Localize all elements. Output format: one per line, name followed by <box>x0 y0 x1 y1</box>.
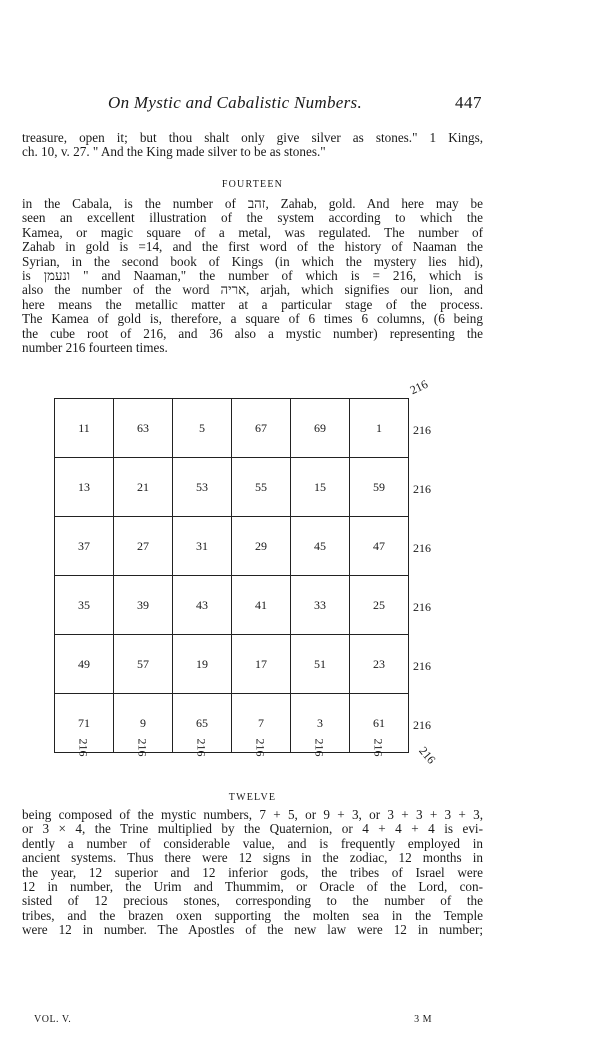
table-cell: 19 <box>173 635 232 694</box>
table-row <box>55 635 409 694</box>
table-cell: 41 <box>232 576 291 635</box>
table-cell: 49 <box>55 635 114 694</box>
text-line: the year, 12 superior and 12 inferior gods, the tribes of Israel were <box>22 864 483 880</box>
text-line: being composed of the mystic numbers, 7 + 5, or 9 + 3, or 3 + 3 + 3 + 3, <box>22 807 483 822</box>
text-line: ancient systems. Thus there were 12 signs in the zodiac, 12 months in <box>22 850 483 866</box>
text-line: number 216 fourteen times. <box>22 340 168 356</box>
text-line: in the Cabala, is the number of זהב, Zahab, gold. And here may be <box>22 196 483 211</box>
intro-paragraph <box>22 131 483 160</box>
text-line: treasure, open it; but thou shalt only give silver as stones." 1 Kings, <box>22 130 483 145</box>
row-sum: 216 <box>413 600 431 614</box>
text-line: here means the metallic matter at a particular stage of the process. <box>22 296 483 312</box>
table-cell: 15 <box>291 458 350 517</box>
text-line: is ונעמן " and Naaman," the number of which is = 216, which is <box>22 268 484 284</box>
text-line: the cube root of 216, and 36 also a mystic number) representing the <box>22 325 483 341</box>
text-line: also the number of the word אריה, arjah, which signifies our lion, and <box>22 282 483 298</box>
table-cell: 57 <box>114 635 173 694</box>
column-sum-label: 216 <box>371 738 386 757</box>
text-line: dently a number of considerable value, and is frequently employed in <box>22 835 483 851</box>
column-sum-label: 216 <box>312 738 327 757</box>
column-sum <box>54 740 112 755</box>
signature-mark: 3 M <box>414 1014 432 1025</box>
table-cell: 27 <box>114 517 173 576</box>
table-cell: 39 <box>114 576 173 635</box>
table-cell: 53 <box>173 458 232 517</box>
table-cell: 1 <box>350 399 409 458</box>
table-cell: 29 <box>232 517 291 576</box>
table-cell: 33 <box>291 576 350 635</box>
table-cell: 69 <box>291 399 350 458</box>
twelve-paragraph <box>22 808 483 938</box>
table-cell: 35 <box>55 576 114 635</box>
table-cell: 9 <box>114 694 173 753</box>
fourteen-paragraph <box>22 197 483 355</box>
text-line: Kamea, or magic square of a metal, was regulated. The number of <box>22 224 483 240</box>
text-line: seen an excellent illustration of the system according to which the <box>22 210 483 226</box>
column-sum <box>113 740 171 755</box>
table-cell: 43 <box>173 576 232 635</box>
column-sum <box>172 740 230 755</box>
table-cell: 63 <box>114 399 173 458</box>
page-number: 447 <box>455 93 482 112</box>
text-line: The Kamea of gold is, therefore, a square of 6 times 6 columns, (6 being <box>22 311 483 327</box>
table-cell: 51 <box>291 635 350 694</box>
table-cell: 45 <box>291 517 350 576</box>
table-cell: 13 <box>55 458 114 517</box>
table-cell: 11 <box>55 399 114 458</box>
text-line: were 12 in number. The Apostles of the new law were 12 in number; <box>22 922 483 938</box>
text-line: Syrian, in the second book of Kings (in which the mystery lies hid), <box>22 253 483 269</box>
row-sum: 216 <box>413 718 431 732</box>
table-cell: 25 <box>350 576 409 635</box>
column-sum <box>231 740 289 755</box>
column-sum-label: 216 <box>194 738 209 757</box>
column-sum <box>349 740 407 755</box>
table-cell: 5 <box>173 399 232 458</box>
table-row <box>55 458 409 517</box>
column-sum <box>290 740 348 755</box>
table-cell: 59 <box>350 458 409 517</box>
diagonal-sum-bottom: 216 <box>416 743 439 767</box>
table-cell: 23 <box>350 635 409 694</box>
column-sum-label: 216 <box>135 738 150 757</box>
text-line: sisted of 12 precious stones, corresponding to the number of the <box>22 893 483 909</box>
table-cell: 37 <box>55 517 114 576</box>
table-cell: 67 <box>232 399 291 458</box>
row-sum: 216 <box>413 659 431 673</box>
table-cell: 17 <box>232 635 291 694</box>
table-row <box>55 517 409 576</box>
text-line: Zahab in gold is =14, and the first word of the history of Naaman the <box>22 239 483 255</box>
table-cell: 31 <box>173 517 232 576</box>
row-sum: 216 <box>413 482 431 496</box>
text-line: ch. 10, v. 27. " And the King made silver to be as stones." <box>22 144 326 160</box>
table-cell: 47 <box>350 517 409 576</box>
diagonal-sum-top: 216 <box>407 376 430 398</box>
row-sum: 216 <box>413 423 431 437</box>
table-cell: 65 <box>173 694 232 753</box>
table-cell: 3 <box>291 694 350 753</box>
table-cell: 71 <box>55 694 114 753</box>
table-cell: 61 <box>350 694 409 753</box>
section-heading-fourteen: FOURTEEN <box>221 179 284 190</box>
table-cell: 7 <box>232 694 291 753</box>
table-row <box>55 576 409 635</box>
text-line: or 3 × 4, the Trine multiplied by the Quaternion, or 4 + 4 + 4 is evi- <box>22 821 483 837</box>
page-header <box>22 93 482 115</box>
section-heading-twelve: TWELVE <box>228 792 277 803</box>
volume-label: VOL. V. <box>34 1014 72 1025</box>
column-sum-label: 216 <box>76 738 91 757</box>
table-row <box>55 399 409 458</box>
running-title: On Mystic and Cabalistic Numbers. <box>108 93 363 112</box>
magic-square-table <box>54 398 409 753</box>
kamea-of-gold <box>54 376 494 778</box>
table-cell: 55 <box>232 458 291 517</box>
row-sum: 216 <box>413 541 431 555</box>
text-line: 12 in number, the Urim and Thummim, or Oracle of the Lord, con- <box>22 879 483 895</box>
table-cell: 21 <box>114 458 173 517</box>
page-footer <box>34 1014 432 1028</box>
column-sum-label: 216 <box>253 738 268 757</box>
text-line: tribes, and the brazen oxen supporting the molten sea in the Temple <box>22 907 483 923</box>
